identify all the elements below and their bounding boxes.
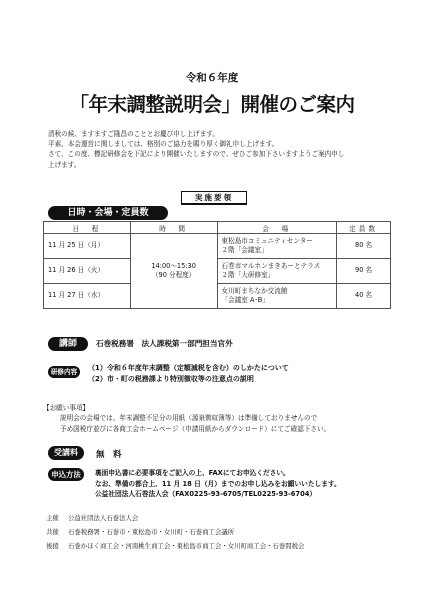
credit-label: 後援 [46,542,59,550]
schedule-table [43,221,391,309]
venue-cell [217,284,337,309]
lecturer-badge: 講師 [48,337,88,351]
venue-cell [217,234,337,259]
venue-name: 石巻市マルホンまきあーとテラス [221,261,321,270]
document-title: 「年末調整説明会」開催のご案内 [69,93,355,116]
credit-line [46,511,304,525]
document-year: 令和６年度 [185,72,239,84]
credit-label: 主催 [46,514,59,522]
time-duration: （90 分程度） [151,271,196,279]
venue-cell [217,259,337,284]
apply-badge: 申込方法 [48,468,84,481]
table-row [44,259,391,284]
fee-text: 無 料 [96,450,122,460]
apply-line: なお、準備の都合上、11 月 18 日（月）までのお申し込みをお願いいたします。 [95,479,341,488]
venue-room: ２階「大研修室」 [221,271,275,279]
venue-room: ２階「会議室」 [221,246,268,254]
content-item: （2）市・町の税務課より特別徴収等の注意点の説明 [88,375,254,383]
column-header-capacity: 定員数 [337,222,391,234]
lecturer-text: 石巻税務署 法人課税第一部門担当官外 [96,339,233,348]
date-cell: 11 月 26 日（火） [44,259,131,284]
credits [46,511,304,553]
time-range: 14:00～15:30 [151,261,196,270]
capacity-cell: 80 名 [337,234,391,259]
credit-text: 公益社団法人石巻法人会 [68,514,139,522]
credit-line [46,525,304,539]
column-header-venue: 会 場 [217,222,337,234]
schedule-heading-badge: 日時・会場・定員数 [48,206,168,220]
intro-line: 平素、本会運営に関しましては、格別のご協力を賜り厚く御礼申し上げます。 [48,140,279,149]
date-cell: 11 月 25 日（月） [44,234,131,259]
venue-name: 女川町まちなか交流館 [221,286,288,295]
intro-line: 清秋の候、ますますご隆昌のこととお慶び申し上げます。 [48,130,219,138]
credit-line [46,539,304,553]
apply-line: 裏面申込書に必要事項をご記入の上、FAXにてお申込ください。 [95,469,290,477]
intro-line: 上げます。 [48,160,81,169]
capacity-cell: 40 名 [337,284,391,309]
implementation-heading: 実施要領 [181,191,247,205]
apply-text [95,468,341,500]
content-list [88,363,289,385]
table-row [44,284,391,309]
credit-label: 共催 [46,528,59,536]
column-header-date: 日 程 [44,222,131,234]
venue-room: 「会議室 A･B」 [221,296,269,304]
request-title: 【お願い事項】 [43,404,90,412]
intro-line: さて、この度、標記研修会を下記により開催いたしますので、ぜひご参加下さいますようご案内申し [48,150,345,159]
venue-name: 東松島市コミュニティセンター [221,236,313,245]
apply-line: 公益社団法人石巻法人会（FAX0225-93-6705/TEL0225-93-6704） [95,490,317,498]
intro-paragraph [48,129,392,170]
time-cell [130,234,217,309]
request-body [60,413,330,435]
credit-text: 石巻税務署・石巻市・東松島市・女川町・石巻商工会議所 [68,528,235,536]
content-badge: 研修内容 [48,366,80,378]
capacity-cell: 90 名 [337,259,391,284]
fee-badge: 受講料 [48,446,84,460]
table-header-row [44,222,391,234]
date-cell: 11 月 27 日（水） [44,284,131,309]
content-item: （1）令和６年度年末調整（定額減税を含む）のしかたについて [88,364,289,372]
credit-text: 石巻かほく商工会・河南桃生商工会・東松島市商工会・女川町商工会・石巻間税会 [68,542,305,550]
request-line: 予め国税庁並びに各商工会ホームページ（申請用紙からダウンロード）にてご確認下さい。 [60,425,331,433]
table-row [44,234,391,259]
column-header-time: 時 間 [130,222,217,234]
request-line: 説明会の会場では、年末調整不足分の用紙（源泉徴収簿等）は準備しておりませんので [60,414,318,422]
